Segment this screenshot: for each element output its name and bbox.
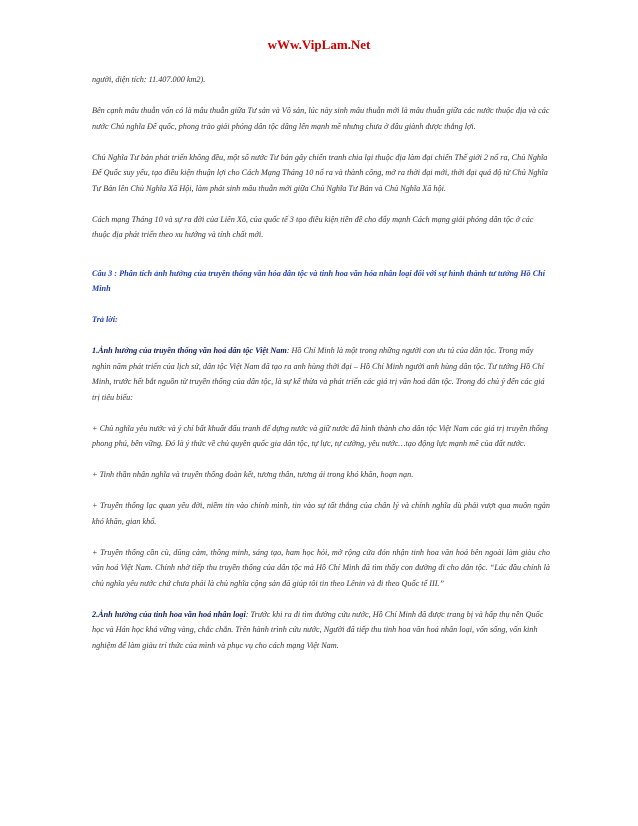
document-body bbox=[92, 72, 550, 669]
answer-label: Trả lời: bbox=[92, 315, 118, 324]
question-heading: Câu 3 : Phân tích ảnh hưởng của truyền thống văn hóa dân tộc và tinh hoa văn hóa nhân loại đối với sự hình thành tư tưởng Hồ Chí Minh bbox=[92, 268, 545, 293]
paragraph: người, diện tích: 11.407.000 km2). bbox=[92, 75, 206, 84]
paragraph: Cách mạng Tháng 10 và sự ra đời của Liên Xô, của quốc tế 3 tạo điều kiện tiền đề cho đẩy mạnh Cách mạng giải phóng dân tộc ở các thuộc địa phát triển theo xu hướng và tính chất mới. bbox=[92, 214, 534, 239]
section-2 bbox=[92, 607, 550, 654]
section-1 bbox=[92, 343, 550, 405]
paragraph: Chủ Nghĩa Tư bản phát triển không đều, một số nước Tư bản gây chiến tranh chia lại thuộc địa làm đại chiến Thế giới 2 nổ ra, Chủ Nghĩa Đế Quốc suy yếu, tạo điều kiện thuận lợi cho Cách Mạng Tháng 10 nổ ra và thành công, mở ra thời đại mới, thời đại quá độ từ Chủ Nghĩa Tư Bản lên Chủ Nghĩa Xã Hội, làm phát sinh mâu thuẫn mới giữa Chủ Nghĩa Tư Bản và Chủ Nghĩa Xã hội. bbox=[92, 152, 548, 193]
section-2-text: : Trước khi ra đi tìm đường cứu nước, Hồ Chí Minh đã được trang bị và hấp thụ nền Quốc học và Hán học khá vững vàng, chắc chắn. Trên hành trình cứu nước, Người đã tiếp thu tinh hoa văn hoá nhân loại, vốn sống, vốn kinh nghiệm để làm giàu trí thức của mình và phục vụ cho cách mạng Việt Nam. bbox=[92, 609, 544, 650]
bullet-item: + Tinh thần nhân nghĩa và truyền thống đoàn kết, tương thân, tương ái trong khó khăn, hoạn nạn. bbox=[92, 470, 414, 479]
bullet-item: + Truyền thống lạc quan yêu đời, niềm tin vào chính mình, tin vào sự tất thắng của chân lý và chính nghĩa dù phải vượt qua muôn ngàn khó khăn, gian khổ. bbox=[92, 501, 550, 526]
bullet-item: + Truyền thống cần cù, dũng cảm, thông minh, sáng tạo, ham học hỏi, mở rộng cửa đón nhận tinh hoa văn hoá bên ngoài làm giàu cho văn hoá Việt Nam. Chính nhờ tiếp thu truyền thống của dân tộc mà Hồ Chí Minh đã tìm thấy con đường đi cho dân tộc. “Lúc đầu chính là chủ nghĩa yêu nước chứ chưa phải là chủ nghĩa cộng sản đã giúp tôi tin theo Lênin và đi theo Quốc tế III.” bbox=[92, 547, 550, 588]
section-2-heading: 2.Ảnh hưởng của tinh hoa văn hoá nhân loại bbox=[92, 609, 246, 619]
bullet-item: + Chủ nghĩa yêu nước và ý chí bất khuất đấu tranh để dựng nước và giữ nước đã hình thành cho dân tộc Việt Nam các giá trị truyền thống phong phú, bền vững. Đó là ý thức về chủ quyền quốc gia dân tộc, tự lực, tự cường, yêu nước…tạo động lực mạnh mẽ của đất nước. bbox=[92, 423, 549, 448]
site-header[interactable]: wWw.VipLam.Net bbox=[267, 37, 371, 52]
paragraph: Bên cạnh mâu thuẫn vốn có là mâu thuẫn giữa Tư sản và Vô sản, lúc này sinh mâu thuẫn mới là mâu thuẫn giữa các nước thuộc địa và các nước Chủ nghĩa Đế quốc, phong trào giải phóng dân tộc dâng lên mạnh mẽ nhưng chưa ở đâu giành được thắng lợi. bbox=[92, 106, 550, 131]
section-1-text: : Hồ Chí Minh là một trong những người con ưu tú của dân tộc. Trong mấy nghìn năm phát triển của lịch sử, dân tộc Việt Nam đã tạo ra anh hùng thời đại – Hồ Chí Minh người anh hùng dân tộc. Tư tưởng Hồ Chí Minh, trước hết bắt nguồn từ truyền thống của dân tộc, là sự kế thừa và phát triển các giá trị văn hoá dân tộc. Trong đó chủ ý đến các giá trị tiêu biểu: bbox=[92, 346, 545, 402]
section-1-heading: 1.Ảnh hưởng của truyền thống văn hoá dân tộc Việt Nam bbox=[92, 346, 287, 355]
